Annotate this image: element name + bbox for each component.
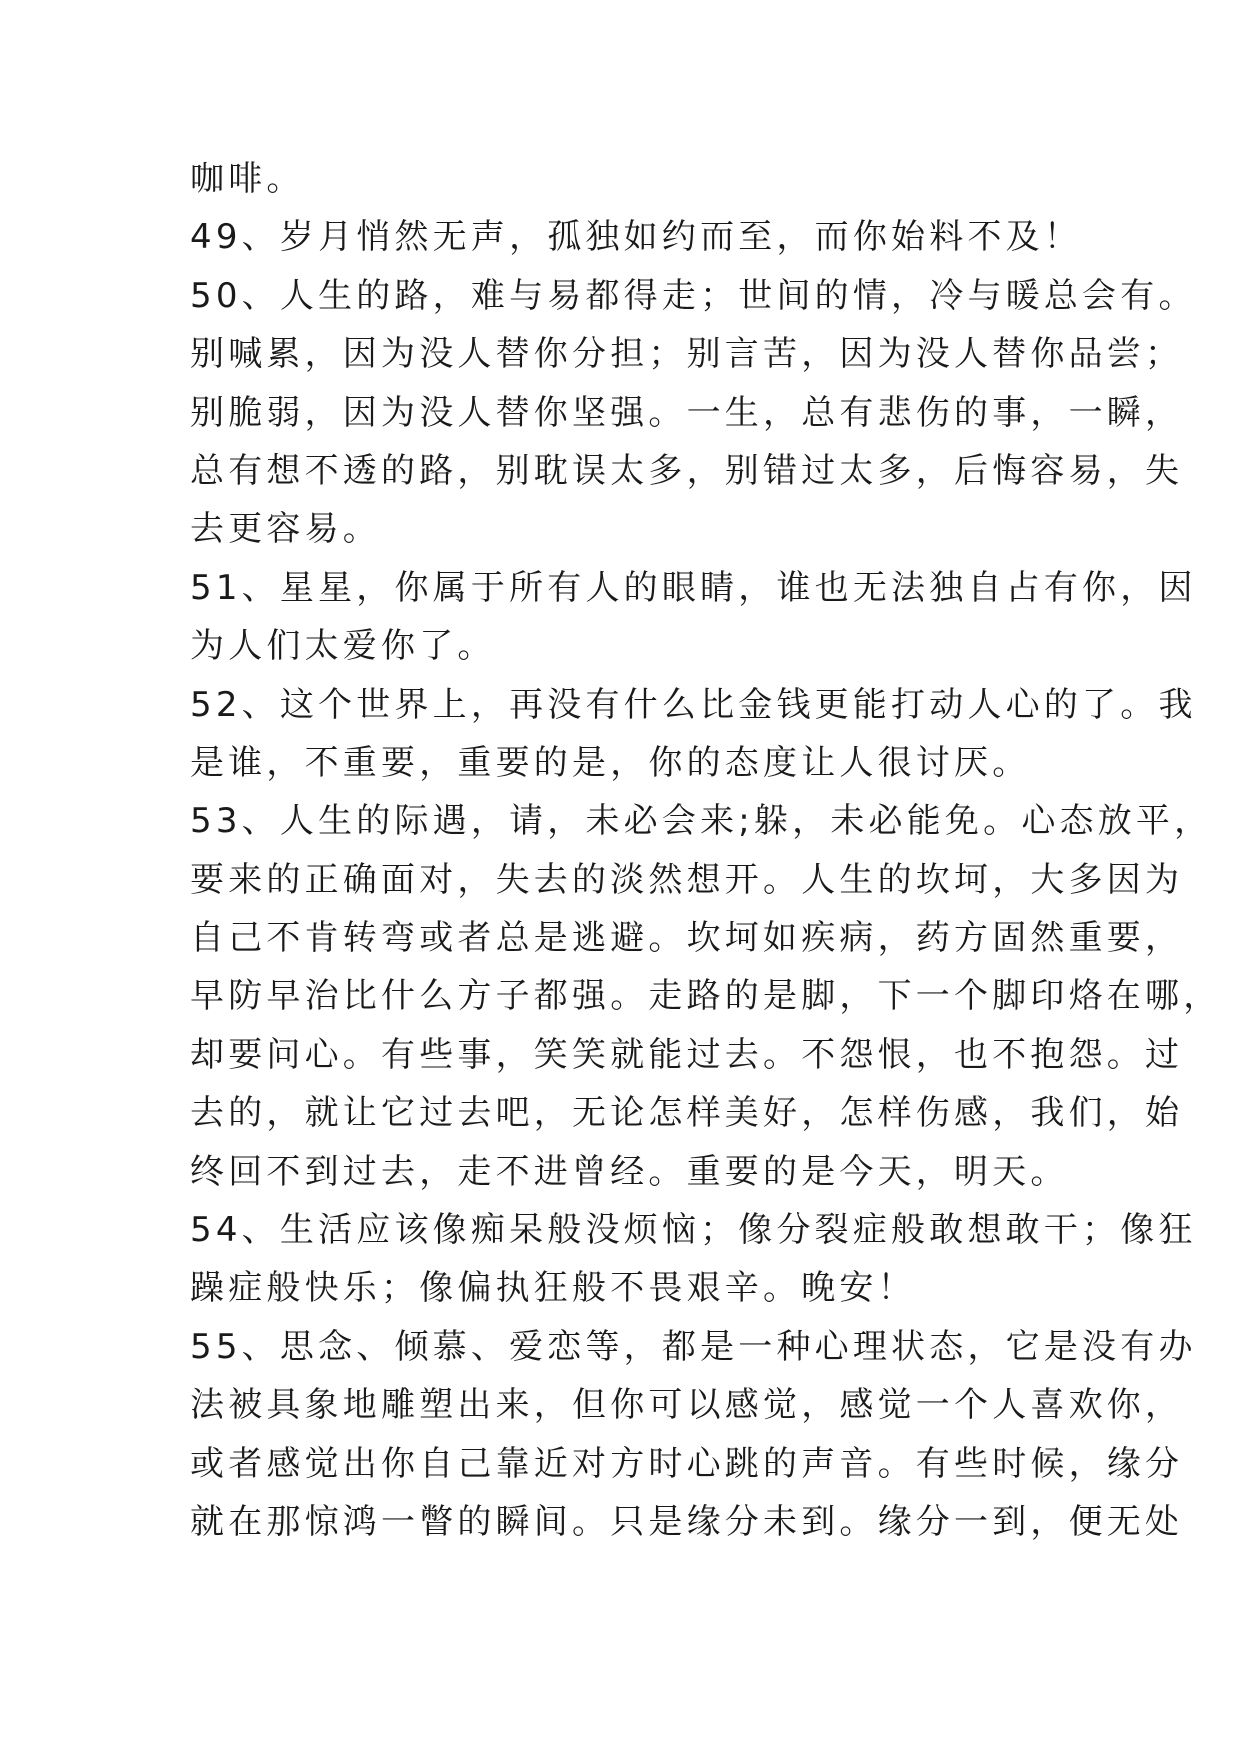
text-line: 早防早治比什么方子都强。走路的是脚，下一个脚印烙在哪， [190, 976, 1222, 1017]
text-line: 为人们太爱你了。 [190, 626, 496, 667]
text-line: 咖啡。 [190, 159, 305, 199]
text-line: 总有想不透的路，别耽误太多，别错过太多，后悔容易，失 [190, 450, 1184, 491]
text-line: 自己不肯转弯或者总是逃避。坎坷如疾病，药方固然重要， [190, 918, 1184, 959]
text-line: 终回不到过去，走不进曾经。重要的是今天，明天。 [190, 1151, 1069, 1192]
text-line: 别喊累，因为没人替你分担；别言苦，因为没人替你品尝； [190, 334, 1184, 375]
text-line: 或者感觉出你自己靠近对方时心跳的声音。有些时候，缘分 [190, 1443, 1184, 1484]
text-line: 55、思念、倾慕、爱恋等，都是一种心理状态，它是没有办 [190, 1326, 1197, 1367]
document-body [190, 150, 1222, 1551]
text-line: 是谁，不重要，重要的是，你的态度让人很讨厌。 [190, 742, 1031, 783]
text-line: 53、人生的际遇，请，未必会来;躲，未必能免。心态放平， [190, 801, 1213, 842]
text-line: 躁症般快乐；像偏执狂般不畏艰辛。晚安！ [190, 1268, 916, 1309]
text-line: 50、人生的路，难与易都得走；世间的情，冷与暖总会有。 [190, 275, 1197, 316]
text-line: 就在那惊鸿一瞥的瞬间。只是缘分未到。缘分一到，便无处 [190, 1501, 1184, 1542]
text-line: 法被具象地雕塑出来，但你可以感觉，感觉一个人喜欢你， [190, 1385, 1184, 1426]
text-line: 去更容易。 [190, 509, 381, 550]
text-line: 要来的正确面对，失去的淡然想开。人生的坎坷，大多因为 [190, 859, 1184, 900]
text-line: 54、生活应该像痴呆般没烦恼；像分裂症般敢想敢干；像狂 [190, 1210, 1197, 1251]
text-line: 51、星星，你属于所有人的眼睛，谁也无法独自占有你，因 [190, 567, 1197, 608]
text-line: 却要问心。有些事，笑笑就能过去。不怨恨，也不抱怨。过 [190, 1034, 1184, 1075]
text-line: 去的，就让它过去吧，无论怎样美好，怎样伤感，我们，始 [190, 1093, 1184, 1134]
text-line: 52、这个世界上，再没有什么比金钱更能打动人心的了。我 [190, 684, 1197, 725]
text-line: 别脆弱，因为没人替你坚强。一生，总有悲伤的事，一瞬， [190, 392, 1184, 433]
text-line: 49、岁月悄然无声，孤独如约而至，而你始料不及！ [190, 217, 1083, 258]
